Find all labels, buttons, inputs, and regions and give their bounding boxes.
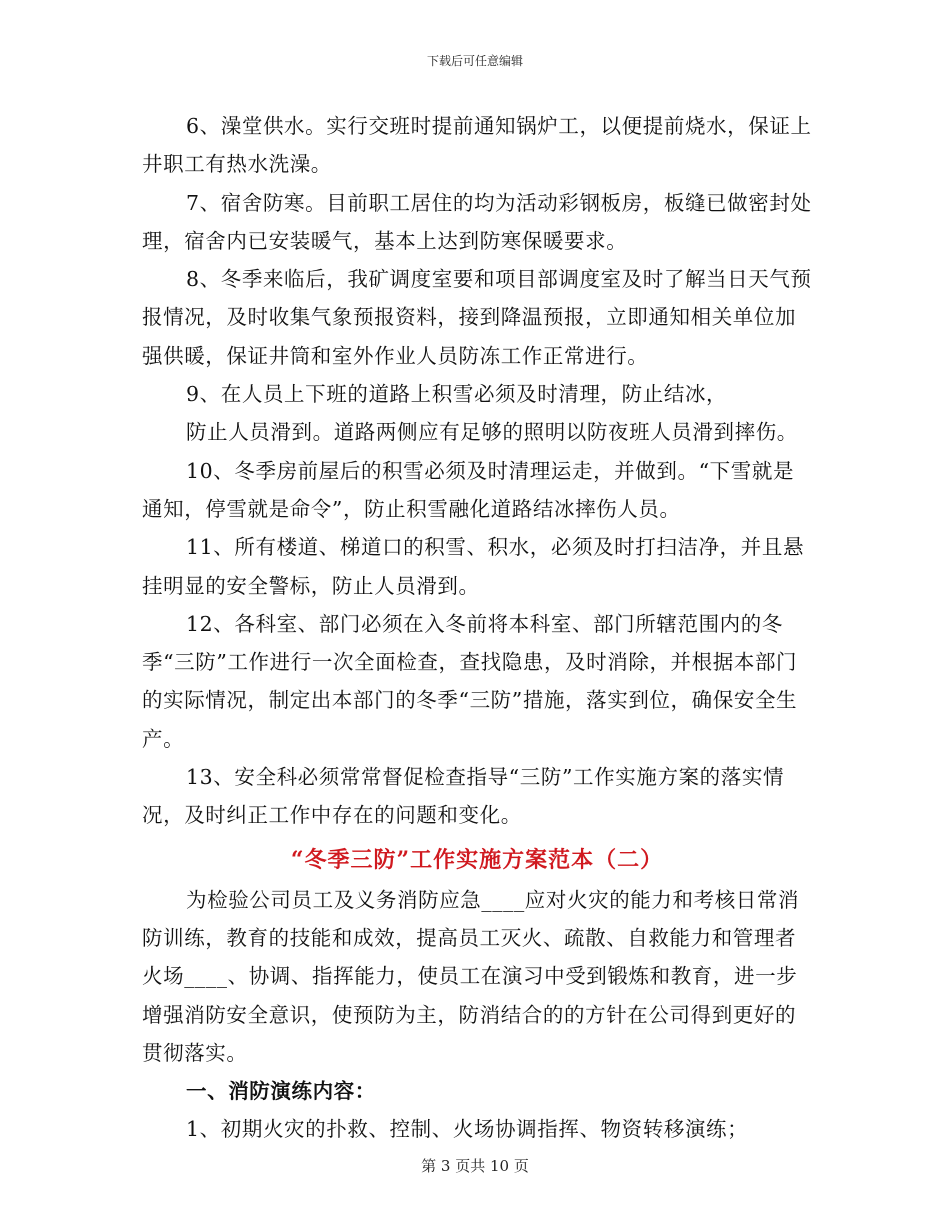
paragraph-item-8: 8、冬季来临后，我矿调度室要和项目部调度室及时了解当日天气预报情况，及时收集气象预报资料，接到降温预报，立即通知相关单位加强供暖，保证井筒和室外作业人员防冻工作正常进行。 bbox=[142, 267, 812, 368]
page-header: 下载后可任意编辑 bbox=[426, 54, 523, 68]
document-body bbox=[142, 107, 812, 1149]
paragraph-item-6: 6、澡堂供水。实行交班时提前通知锅炉工，以便提前烧水，保证上井职工有热水洗澡。 bbox=[142, 114, 812, 177]
drill-item-1: 1、初期火灾的扑救、控制、火场协调指挥、物资转移演练； bbox=[186, 1117, 749, 1142]
paragraph-item-9: 9、在人员上下班的道路上积雪必须及时清理，防止结冰， bbox=[186, 382, 728, 407]
intro-paragraph: 为检验公司员工及义务消防应急____应对火灾的能力和考核日常消防训练，教育的技能和成效，提高员工灭火、疏散、自救能力和管理者火场____、协调、指挥能力，使员工在演习中受到锻炼和教育，进一步增强消防安全意识，使预防为主，防消结合的的方针在公司得到更好的贯彻落实。 bbox=[142, 887, 800, 1065]
paragraph-item-10: 10、冬季房前屋后的积雪必须及时清理运走，并做到。“下雪就是通知，停雪就是命令”，防止积雪融化道路结冰摔伤人员。 bbox=[142, 458, 795, 521]
paragraph-item-12: 12、各科室、部门必须在入冬前将本科室、部门所辖范围内的冬季“三防”工作进行一次全面检查，查找隐患，及时消除，并根据本部门的实际情况，制定出本部门的冬季“三防”措施，落实到位，确保安全生产。 bbox=[142, 611, 798, 751]
paragraph-item-7: 7、宿舍防寒。目前职工居住的均为活动彩钢板房，板缝已做密封处理，宿舍内已安装暖气，基本上达到防寒保暖要求。 bbox=[142, 190, 812, 253]
paragraph-item-13: 13、安全科必须常常督促检查指导“三防”工作实施方案的落实情况，及时纠正工作中存在的问题和变化。 bbox=[142, 765, 785, 828]
paragraph-item-9-continued: 防止人员滑到。道路两侧应有足够的照明以防夜班人员滑到摔伤。 bbox=[186, 420, 798, 445]
section-heading-drill-content: 一、消防演练内容： bbox=[186, 1079, 376, 1104]
page-footer: 第 3 页共 10 页 bbox=[421, 1157, 529, 1175]
paragraph-item-11: 11、所有楼道、梯道口的积雪、积水，必须及时打扫洁净，并且悬挂明显的安全警标，防止人员滑到。 bbox=[142, 535, 805, 598]
section-title: “冬季三防”工作实施方案范本（二） bbox=[290, 846, 664, 873]
